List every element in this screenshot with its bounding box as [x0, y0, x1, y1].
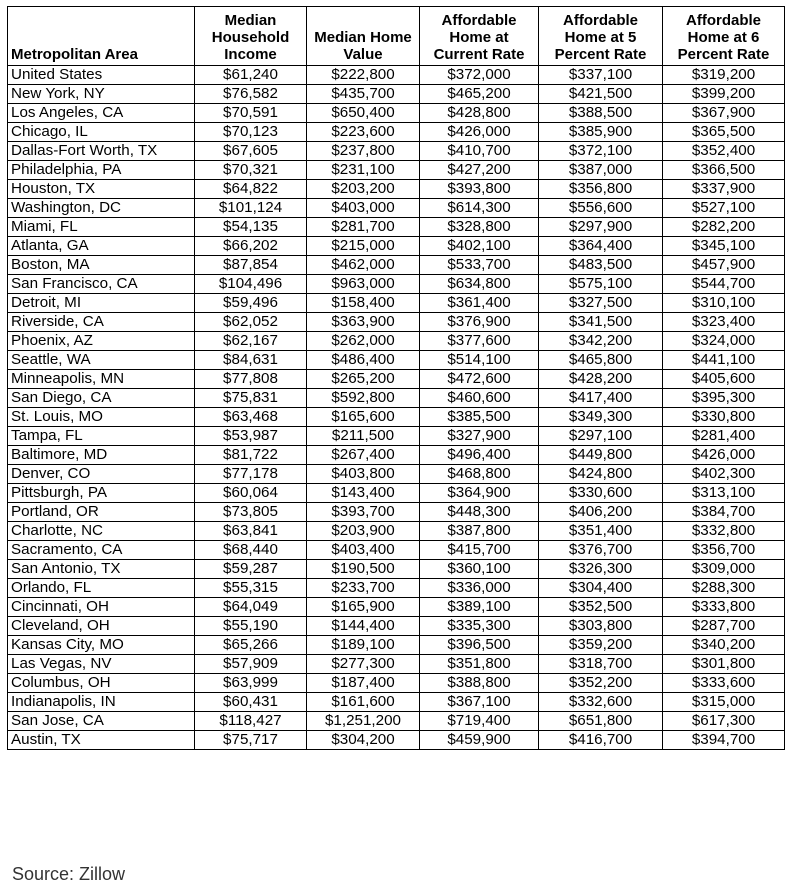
metro-area-cell: Portland, OR [8, 503, 195, 522]
column-header-affordable-6-percent: Affordable Home at 6 Percent Rate [663, 7, 785, 66]
value-cell: $372,100 [539, 142, 663, 161]
value-cell: $73,805 [195, 503, 307, 522]
column-header-affordable-current-rate: Affordable Home at Current Rate [420, 7, 539, 66]
value-cell: $101,124 [195, 199, 307, 218]
metro-area-cell: Denver, CO [8, 465, 195, 484]
table-row [8, 199, 785, 218]
value-cell: $342,200 [539, 332, 663, 351]
value-cell: $330,600 [539, 484, 663, 503]
value-cell: $359,200 [539, 636, 663, 655]
column-header-median-household-income: Median Household Income [195, 7, 307, 66]
value-cell: $335,300 [420, 617, 539, 636]
metro-area-cell: Columbus, OH [8, 674, 195, 693]
value-cell: $356,700 [663, 541, 785, 560]
value-cell: $297,100 [539, 427, 663, 446]
value-cell: $281,700 [307, 218, 420, 237]
metro-area-cell: Charlotte, NC [8, 522, 195, 541]
table-row [8, 218, 785, 237]
value-cell: $61,240 [195, 66, 307, 85]
value-cell: $388,800 [420, 674, 539, 693]
value-cell: $55,190 [195, 617, 307, 636]
value-cell: $67,605 [195, 142, 307, 161]
value-cell: $483,500 [539, 256, 663, 275]
value-cell: $333,800 [663, 598, 785, 617]
value-cell: $544,700 [663, 275, 785, 294]
metro-area-cell: Indianapolis, IN [8, 693, 195, 712]
value-cell: $533,700 [420, 256, 539, 275]
value-cell: $352,200 [539, 674, 663, 693]
value-cell: $60,064 [195, 484, 307, 503]
value-cell: $332,800 [663, 522, 785, 541]
value-cell: $318,700 [539, 655, 663, 674]
value-cell: $527,100 [663, 199, 785, 218]
value-cell: $396,500 [420, 636, 539, 655]
value-cell: $309,000 [663, 560, 785, 579]
value-cell: $60,431 [195, 693, 307, 712]
table-row [8, 123, 785, 142]
value-cell: $223,600 [307, 123, 420, 142]
metro-area-cell: Detroit, MI [8, 294, 195, 313]
table-row [8, 275, 785, 294]
value-cell: $282,200 [663, 218, 785, 237]
value-cell: $402,300 [663, 465, 785, 484]
value-cell: $262,000 [307, 332, 420, 351]
table-row [8, 484, 785, 503]
value-cell: $468,800 [420, 465, 539, 484]
value-cell: $104,496 [195, 275, 307, 294]
value-cell: $345,100 [663, 237, 785, 256]
source-note: Source: Zillow [12, 864, 126, 884]
value-cell: $352,500 [539, 598, 663, 617]
metro-area-cell: Miami, FL [8, 218, 195, 237]
value-cell: $650,400 [307, 104, 420, 123]
table-row [8, 313, 785, 332]
metro-area-cell: Houston, TX [8, 180, 195, 199]
value-cell: $472,600 [420, 370, 539, 389]
value-cell: $393,800 [420, 180, 539, 199]
value-cell: $385,900 [539, 123, 663, 142]
value-cell: $231,100 [307, 161, 420, 180]
value-cell: $63,999 [195, 674, 307, 693]
value-cell: $215,000 [307, 237, 420, 256]
value-cell: $435,700 [307, 85, 420, 104]
value-cell: $963,000 [307, 275, 420, 294]
value-cell: $395,300 [663, 389, 785, 408]
value-cell: $403,800 [307, 465, 420, 484]
value-cell: $399,200 [663, 85, 785, 104]
value-cell: $428,800 [420, 104, 539, 123]
value-cell: $496,400 [420, 446, 539, 465]
metro-area-cell: Sacramento, CA [8, 541, 195, 560]
metro-area-cell: San Francisco, CA [8, 275, 195, 294]
table-row [8, 712, 785, 731]
value-cell: $287,700 [663, 617, 785, 636]
value-cell: $81,722 [195, 446, 307, 465]
value-cell: $190,500 [307, 560, 420, 579]
metro-area-cell: Baltimore, MD [8, 446, 195, 465]
table-row [8, 427, 785, 446]
value-cell: $356,800 [539, 180, 663, 199]
value-cell: $367,100 [420, 693, 539, 712]
value-cell: $337,100 [539, 66, 663, 85]
value-cell: $575,100 [539, 275, 663, 294]
value-cell: $187,400 [307, 674, 420, 693]
value-cell: $323,400 [663, 313, 785, 332]
metro-area-cell: Atlanta, GA [8, 237, 195, 256]
value-cell: $161,600 [307, 693, 420, 712]
metro-area-cell: Seattle, WA [8, 351, 195, 370]
metro-area-cell: Dallas-Fort Worth, TX [8, 142, 195, 161]
value-cell: $617,300 [663, 712, 785, 731]
table-body [8, 66, 785, 750]
table-row [8, 655, 785, 674]
table-row [8, 693, 785, 712]
value-cell: $387,800 [420, 522, 539, 541]
value-cell: $393,700 [307, 503, 420, 522]
value-cell: $403,000 [307, 199, 420, 218]
value-cell: $365,500 [663, 123, 785, 142]
value-cell: $514,100 [420, 351, 539, 370]
value-cell: $267,400 [307, 446, 420, 465]
value-cell: $84,631 [195, 351, 307, 370]
metro-area-cell: United States [8, 66, 195, 85]
value-cell: $376,900 [420, 313, 539, 332]
value-cell: $277,300 [307, 655, 420, 674]
value-cell: $324,000 [663, 332, 785, 351]
value-cell: $341,500 [539, 313, 663, 332]
value-cell: $297,900 [539, 218, 663, 237]
value-cell: $70,123 [195, 123, 307, 142]
value-cell: $211,500 [307, 427, 420, 446]
value-cell: $651,800 [539, 712, 663, 731]
value-cell: $143,400 [307, 484, 420, 503]
value-cell: $349,300 [539, 408, 663, 427]
value-cell: $377,600 [420, 332, 539, 351]
value-cell: $65,266 [195, 636, 307, 655]
table-row [8, 636, 785, 655]
metro-area-cell: Orlando, FL [8, 579, 195, 598]
table-row [8, 237, 785, 256]
value-cell: $388,500 [539, 104, 663, 123]
value-cell: $237,800 [307, 142, 420, 161]
header-row [8, 7, 785, 66]
value-cell: $76,582 [195, 85, 307, 104]
value-cell: $63,468 [195, 408, 307, 427]
table-row [8, 66, 785, 85]
metro-area-cell: Las Vegas, NV [8, 655, 195, 674]
value-cell: $304,400 [539, 579, 663, 598]
value-cell: $62,167 [195, 332, 307, 351]
value-cell: $364,900 [420, 484, 539, 503]
value-cell: $394,700 [663, 731, 785, 750]
value-cell: $428,200 [539, 370, 663, 389]
table-row [8, 142, 785, 161]
table-row [8, 579, 785, 598]
value-cell: $158,400 [307, 294, 420, 313]
value-cell: $366,500 [663, 161, 785, 180]
metro-area-cell: San Jose, CA [8, 712, 195, 731]
value-cell: $70,321 [195, 161, 307, 180]
value-cell: $460,600 [420, 389, 539, 408]
value-cell: $327,900 [420, 427, 539, 446]
value-cell: $402,100 [420, 237, 539, 256]
table-row [8, 617, 785, 636]
table-row [8, 85, 785, 104]
metro-area-cell: Los Angeles, CA [8, 104, 195, 123]
value-cell: $426,000 [663, 446, 785, 465]
value-cell: $592,800 [307, 389, 420, 408]
metro-area-cell: San Diego, CA [8, 389, 195, 408]
value-cell: $352,400 [663, 142, 785, 161]
metro-area-cell: San Antonio, TX [8, 560, 195, 579]
value-cell: $415,700 [420, 541, 539, 560]
table-row [8, 104, 785, 123]
table-row [8, 180, 785, 199]
value-cell: $288,300 [663, 579, 785, 598]
value-cell: $462,000 [307, 256, 420, 275]
value-cell: $59,287 [195, 560, 307, 579]
value-cell: $1,251,200 [307, 712, 420, 731]
value-cell: $315,000 [663, 693, 785, 712]
value-cell: $301,800 [663, 655, 785, 674]
value-cell: $405,600 [663, 370, 785, 389]
value-cell: $556,600 [539, 199, 663, 218]
value-cell: $351,400 [539, 522, 663, 541]
metro-area-cell: Riverside, CA [8, 313, 195, 332]
value-cell: $63,841 [195, 522, 307, 541]
table-row [8, 256, 785, 275]
value-cell: $281,400 [663, 427, 785, 446]
value-cell: $118,427 [195, 712, 307, 731]
table-row [8, 674, 785, 693]
metro-area-cell: St. Louis, MO [8, 408, 195, 427]
value-cell: $68,440 [195, 541, 307, 560]
value-cell: $55,315 [195, 579, 307, 598]
value-cell: $144,400 [307, 617, 420, 636]
value-cell: $361,400 [420, 294, 539, 313]
metro-area-cell: Cleveland, OH [8, 617, 195, 636]
table-row [8, 522, 785, 541]
table-row [8, 408, 785, 427]
metro-area-cell: Tampa, FL [8, 427, 195, 446]
value-cell: $384,700 [663, 503, 785, 522]
value-cell: $406,200 [539, 503, 663, 522]
value-cell: $327,500 [539, 294, 663, 313]
metro-area-cell: Philadelphia, PA [8, 161, 195, 180]
value-cell: $165,600 [307, 408, 420, 427]
value-cell: $54,135 [195, 218, 307, 237]
metro-area-cell: New York, NY [8, 85, 195, 104]
value-cell: $364,400 [539, 237, 663, 256]
value-cell: $333,600 [663, 674, 785, 693]
metro-area-cell: Kansas City, MO [8, 636, 195, 655]
value-cell: $53,987 [195, 427, 307, 446]
value-cell: $410,700 [420, 142, 539, 161]
value-cell: $336,000 [420, 579, 539, 598]
value-cell: $265,200 [307, 370, 420, 389]
value-cell: $328,800 [420, 218, 539, 237]
value-cell: $367,900 [663, 104, 785, 123]
value-cell: $634,800 [420, 275, 539, 294]
metro-area-cell: Cincinnati, OH [8, 598, 195, 617]
metro-area-cell: Phoenix, AZ [8, 332, 195, 351]
value-cell: $424,800 [539, 465, 663, 484]
table-row [8, 389, 785, 408]
value-cell: $203,900 [307, 522, 420, 541]
value-cell: $340,200 [663, 636, 785, 655]
value-cell: $360,100 [420, 560, 539, 579]
affordability-table-container [7, 6, 785, 750]
value-cell: $337,900 [663, 180, 785, 199]
value-cell: $75,831 [195, 389, 307, 408]
table-row [8, 731, 785, 750]
value-cell: $189,100 [307, 636, 420, 655]
value-cell: $77,178 [195, 465, 307, 484]
value-cell: $403,400 [307, 541, 420, 560]
table-row [8, 446, 785, 465]
value-cell: $376,700 [539, 541, 663, 560]
table-row [8, 161, 785, 180]
value-cell: $387,000 [539, 161, 663, 180]
metro-area-cell: Minneapolis, MN [8, 370, 195, 389]
metro-area-cell: Austin, TX [8, 731, 195, 750]
value-cell: $165,900 [307, 598, 420, 617]
value-cell: $326,300 [539, 560, 663, 579]
value-cell: $448,300 [420, 503, 539, 522]
metro-area-cell: Pittsburgh, PA [8, 484, 195, 503]
value-cell: $459,900 [420, 731, 539, 750]
value-cell: $426,000 [420, 123, 539, 142]
value-cell: $75,717 [195, 731, 307, 750]
value-cell: $77,808 [195, 370, 307, 389]
value-cell: $614,300 [420, 199, 539, 218]
value-cell: $417,400 [539, 389, 663, 408]
table-row [8, 294, 785, 313]
value-cell: $66,202 [195, 237, 307, 256]
table-row [8, 351, 785, 370]
value-cell: $62,052 [195, 313, 307, 332]
value-cell: $351,800 [420, 655, 539, 674]
table-row [8, 465, 785, 484]
value-cell: $416,700 [539, 731, 663, 750]
value-cell: $313,100 [663, 484, 785, 503]
value-cell: $310,100 [663, 294, 785, 313]
value-cell: $64,822 [195, 180, 307, 199]
value-cell: $330,800 [663, 408, 785, 427]
value-cell: $465,800 [539, 351, 663, 370]
table-row [8, 598, 785, 617]
value-cell: $372,000 [420, 66, 539, 85]
value-cell: $449,800 [539, 446, 663, 465]
column-header-metropolitan-area: Metropolitan Area [8, 7, 195, 66]
table-row [8, 503, 785, 522]
value-cell: $385,500 [420, 408, 539, 427]
value-cell: $427,200 [420, 161, 539, 180]
value-cell: $87,854 [195, 256, 307, 275]
value-cell: $304,200 [307, 731, 420, 750]
value-cell: $222,800 [307, 66, 420, 85]
value-cell: $332,600 [539, 693, 663, 712]
value-cell: $57,909 [195, 655, 307, 674]
value-cell: $233,700 [307, 579, 420, 598]
table-row [8, 541, 785, 560]
value-cell: $303,800 [539, 617, 663, 636]
value-cell: $421,500 [539, 85, 663, 104]
value-cell: $319,200 [663, 66, 785, 85]
value-cell: $441,100 [663, 351, 785, 370]
value-cell: $465,200 [420, 85, 539, 104]
column-header-affordable-5-percent: Affordable Home at 5 Percent Rate [539, 7, 663, 66]
value-cell: $389,100 [420, 598, 539, 617]
value-cell: $363,900 [307, 313, 420, 332]
metro-area-cell: Boston, MA [8, 256, 195, 275]
value-cell: $203,200 [307, 180, 420, 199]
metro-area-cell: Chicago, IL [8, 123, 195, 142]
table-row [8, 560, 785, 579]
column-header-median-home-value: Median Home Value [307, 7, 420, 66]
value-cell: $70,591 [195, 104, 307, 123]
value-cell: $719,400 [420, 712, 539, 731]
value-cell: $486,400 [307, 351, 420, 370]
affordability-table [7, 6, 785, 750]
table-row [8, 370, 785, 389]
value-cell: $59,496 [195, 294, 307, 313]
value-cell: $64,049 [195, 598, 307, 617]
value-cell: $457,900 [663, 256, 785, 275]
metro-area-cell: Washington, DC [8, 199, 195, 218]
table-row [8, 332, 785, 351]
